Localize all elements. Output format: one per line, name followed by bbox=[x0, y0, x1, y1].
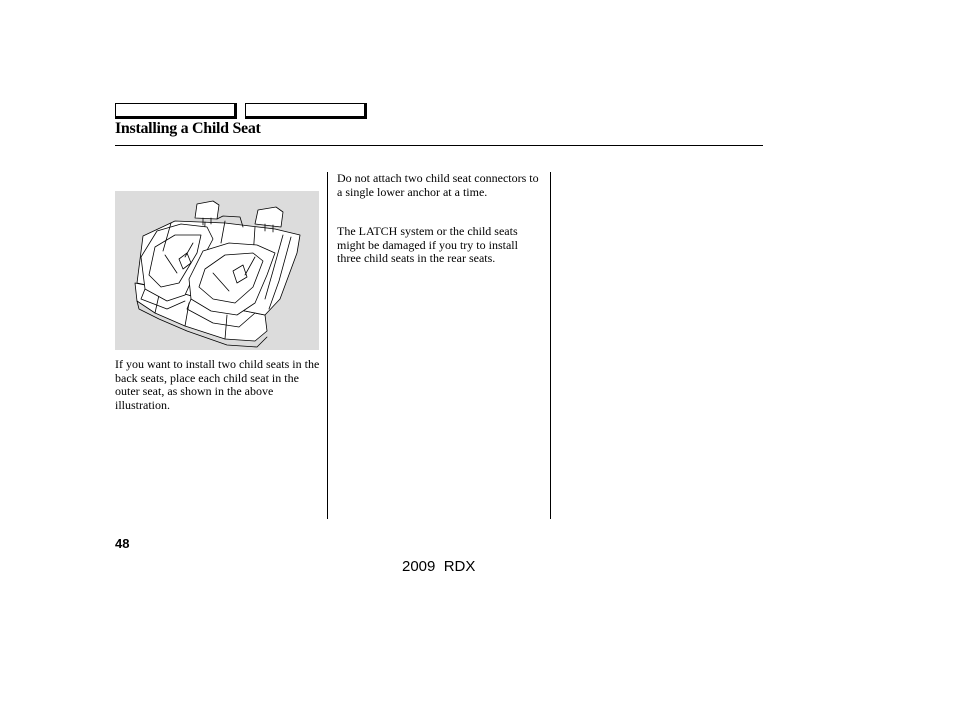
paragraph-two-child-seats: If you want to install two child seats in the back seats, place each child seat in the outer seat, as shown in the above illustration. bbox=[115, 357, 320, 412]
nav-button-main-menu[interactable] bbox=[115, 103, 237, 119]
column-divider-left bbox=[327, 172, 328, 519]
nav-button-table-of-contents[interactable] bbox=[245, 103, 367, 119]
column-divider-right bbox=[550, 172, 551, 519]
paragraph-latch-damage-warning: The LATCH system or the child seats might be damaged if you try to install three child seats in the rear seats. bbox=[337, 224, 518, 266]
rear-seat-two-child-seats-illustration-icon bbox=[115, 191, 319, 350]
rear-seat-child-seats-illustration bbox=[115, 191, 319, 350]
paragraph-connector-warning: Do not attach two child seat connectors to a single lower anchor at a time. bbox=[337, 171, 539, 199]
section-title: Installing a Child Seat bbox=[115, 120, 261, 137]
page-number: 48 bbox=[115, 536, 130, 551]
footer-model-name: 2009 RDX bbox=[402, 558, 476, 575]
header-divider bbox=[115, 145, 763, 146]
